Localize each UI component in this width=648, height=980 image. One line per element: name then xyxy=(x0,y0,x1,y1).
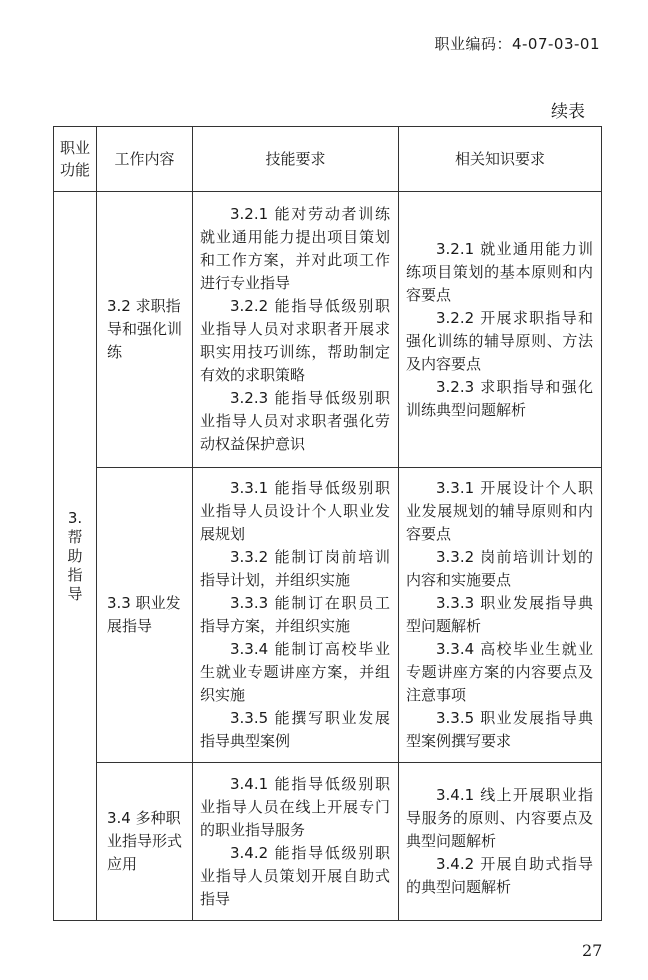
knowledge-item: 3.2.3 求职指导和强化训练典型问题解析 xyxy=(406,377,593,419)
knowledge-item: 3.3.5 职业发展指导典型案例撰写要求 xyxy=(406,709,593,750)
table-header-row xyxy=(54,127,602,192)
skill-item: 3.3.2 能制订岗前培训指导计划，并组织实施 xyxy=(200,548,390,589)
skill-item: 3.4.2 能指导低级别职业指导人员策划开展自助式指导 xyxy=(200,843,390,908)
knowledge-cell xyxy=(399,763,602,921)
skill-item: 3.3.3 能制订在职员工指导方案，并组织实施 xyxy=(200,594,390,635)
continued-label: 续表 xyxy=(551,102,585,122)
skill-item: 3.2.1 能对劳动者训练就业通用能力提出项目策划和工作方案，并对此项工作进行专业指导 xyxy=(200,205,390,292)
skill-item: 3.4.1 能指导低级别职业指导人员在线上开展专门的职业指导服务 xyxy=(200,774,390,839)
skill-item: 3.2.2 能指导低级别职业指导人员对求职者开展求职实用技巧训练，帮助制定有效的求职策略 xyxy=(200,297,390,384)
knowledge-item: 3.3.3 职业发展指导典型问题解析 xyxy=(406,594,593,635)
skills-cell xyxy=(193,192,399,468)
work-content-cell: 3.2 求职指导和强化训练 xyxy=(97,192,193,468)
table-row xyxy=(54,468,602,763)
skill-item: 3.3.4 能制订高校毕业生就业专题讲座方案，并组织实施 xyxy=(200,640,390,704)
page-number: 27 xyxy=(582,941,603,960)
knowledge-item: 3.3.1 开展设计个人职业发展规划的辅导原则和内容要点 xyxy=(406,479,593,543)
table-row xyxy=(54,763,602,921)
knowledge-item: 3.4.2 开展自助式指导的典型问题解析 xyxy=(406,855,593,896)
function-number: 3. xyxy=(67,508,83,527)
skills-cell xyxy=(193,468,399,763)
function-char: 帮 xyxy=(67,527,83,546)
header-work-content: 工作内容 xyxy=(97,127,193,192)
knowledge-item: 3.2.2 开展求职指导和强化训练的辅导原则、方法及内容要点 xyxy=(406,308,593,373)
knowledge-item: 3.2.1 就业通用能力训练项目策划的基本原则和内容要点 xyxy=(406,239,593,304)
knowledge-item: 3.3.2 岗前培训计划的内容和实施要点 xyxy=(406,548,593,589)
skill-item: 3.3.1 能指导低级别职业指导人员设计个人职业发展规划 xyxy=(200,479,390,543)
function-char: 指 xyxy=(67,565,83,584)
work-content-cell: 3.3 职业发展指导 xyxy=(97,468,193,763)
function-cell xyxy=(54,192,97,921)
knowledge-item: 3.3.4 高校毕业生就业专题讲座方案的内容要点及注意事项 xyxy=(406,640,593,704)
table-row xyxy=(54,192,602,468)
skills-table xyxy=(53,126,602,921)
function-char: 导 xyxy=(67,584,83,603)
skill-item: 3.2.3 能指导低级别职业指导人员对求职者强化劳动权益保护意识 xyxy=(200,389,390,453)
work-content-cell: 3.4 多种职业指导形式应用 xyxy=(97,763,193,921)
skills-cell xyxy=(193,763,399,921)
knowledge-item: 3.4.1 线上开展职业指导服务的原则、内容要点及典型问题解析 xyxy=(406,786,593,850)
header-skill-requirements: 技能要求 xyxy=(193,127,399,192)
knowledge-cell xyxy=(399,468,602,763)
skill-item: 3.3.5 能撰写职业发展指导典型案例 xyxy=(200,709,390,750)
function-char: 助 xyxy=(67,546,83,565)
header-function: 职业 功能 xyxy=(54,127,97,192)
knowledge-cell xyxy=(399,192,602,468)
occupation-code: 职业编码：4-07-03-01 xyxy=(434,35,600,53)
header-knowledge-requirements: 相关知识要求 xyxy=(399,127,602,192)
